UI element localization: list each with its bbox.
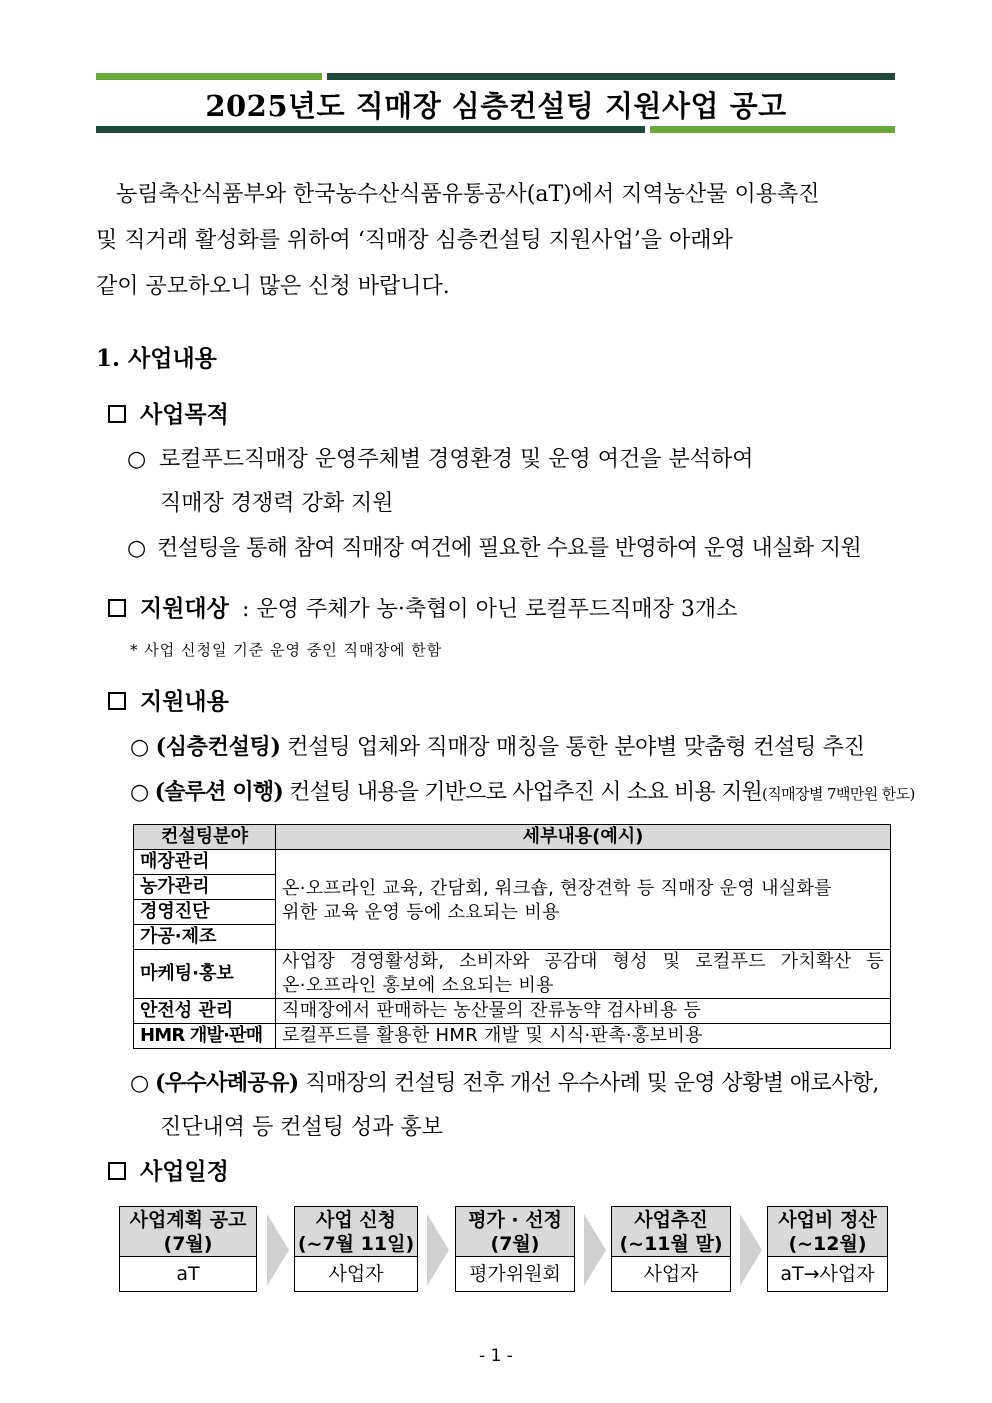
table-cell-detail-line-2: 온·오프라인 홍보에 소요되는 비용 — [282, 975, 554, 996]
schedule-step-header — [456, 1207, 574, 1257]
support-bullet-1 — [130, 730, 865, 761]
page-title: 2025년도 직매장 심층컨설팅 지원사업 공고 — [205, 89, 787, 123]
schedule-step-period: (7월) — [490, 1233, 540, 1255]
table-cell-detail-line-2: 위한 교육 운영 등에 소요되는 비용 — [282, 901, 560, 923]
schedule-step-header — [612, 1207, 730, 1257]
support-bullet-2-note: (직매장별 7백만원 한도) — [762, 785, 915, 803]
purpose-bullet-2-text: 컨설팅을 통해 참여 직매장 여건에 필요한 수요를 반영하여 운영 내실화 지원 — [157, 536, 862, 561]
purpose-bullet-2 — [127, 531, 861, 562]
schedule-step-title: 사업비 정산 — [778, 1209, 877, 1231]
schedule-step-3 — [455, 1206, 575, 1292]
table-cell-field: 경영진단 — [134, 900, 276, 925]
schedule-heading-text: 사업일정 — [140, 1158, 229, 1185]
chevron-right-icon — [584, 1214, 606, 1286]
support-bullet-2 — [130, 775, 915, 806]
table-row — [134, 950, 891, 999]
table-row — [134, 850, 891, 875]
support-bullet-1-label: (심층컨설팅) — [155, 734, 281, 760]
support-heading-text: 지원내용 — [140, 688, 229, 715]
table-row — [134, 1024, 891, 1049]
schedule-step-period: (~12월) — [788, 1233, 867, 1255]
schedule-step-owner: aT→사업자 — [780, 1263, 875, 1285]
purpose-bullet-1-line-1: 로컬푸드직매장 운영주체별 경영환경 및 운영 여건을 분석하여 — [159, 447, 754, 472]
table-cell-field: HMR 개발·판매 — [134, 1024, 276, 1049]
checkbox-square-icon — [108, 1162, 126, 1180]
schedule-step-title: 사업계획 공고 — [129, 1209, 247, 1231]
support-bullet-3-line-2: 진단내역 등 컨설팅 성과 홍보 — [160, 1115, 443, 1140]
table-cell-detail: 직매장에서 판매하는 농산물의 잔류농약 검사비용 등 — [276, 999, 891, 1024]
target-heading: 지원대상 — [140, 595, 229, 622]
table-cell-detail: 로컬푸드를 활용한 HMR 개발 및 시식·판촉·홍보비용 — [276, 1024, 891, 1049]
support-bullet-3-text-line-1: 직매장의 컨설팅 전후 개선 우수사례 및 운영 상황별 애로사항, — [304, 1071, 879, 1096]
chevron-right-icon — [267, 1214, 289, 1286]
schedule-step-title: 평가 · 선정 — [468, 1209, 562, 1231]
circle-bullet-icon: ○ — [130, 780, 149, 805]
table-header-field: 컨설팅분야 — [134, 825, 276, 850]
circle-bullet-icon: ○ — [130, 735, 149, 760]
intro-line-3: 같이 공모하오니 많은 신청 바랍니다. — [96, 274, 450, 299]
intro-line-2: 및 직거래 활성화를 위하여 ‘직매장 심층컨설팅 지원사업’을 아래와 — [96, 228, 733, 253]
schedule-step-1 — [119, 1206, 257, 1292]
intro-line-1: 농림축산식품부와 한국농수산식품유통공사(aT)에서 지역농산물 이용촉진 — [116, 182, 820, 207]
schedule-step-header — [120, 1207, 256, 1257]
schedule-heading — [108, 1153, 229, 1186]
purpose-bullet-1-line-2: 직매장 경쟁력 강화 지원 — [160, 491, 394, 516]
table-cell-detail — [276, 850, 891, 950]
circle-bullet-icon: ○ — [130, 1071, 149, 1096]
table-cell-field: 매장관리 — [134, 850, 276, 875]
support-bullet-3-label: (우수사례공유) — [155, 1070, 299, 1096]
schedule-step-period: (~7월 11일) — [297, 1233, 415, 1255]
checkbox-square-icon — [108, 692, 126, 710]
checkbox-square-icon — [108, 599, 126, 617]
purpose-bullet-1 — [127, 442, 754, 473]
support-bullet-1-text: 컨설팅 업체와 직매장 매칭을 통한 분야별 맞춤형 컨설팅 추진 — [287, 735, 865, 760]
chevron-right-icon — [740, 1214, 762, 1286]
intro-paragraph — [96, 172, 892, 310]
support-bullet-2-text: 컨설팅 내용을 기반으로 사업추진 시 소요 비용 지원 — [289, 780, 763, 805]
table-row — [134, 999, 891, 1024]
page-number: - 1 - — [479, 1346, 513, 1366]
table-cell-detail-line-1: 온·오프라인 교육, 간담회, 워크숍, 현장견학 등 직매장 운영 내실화를 — [282, 877, 832, 899]
table-cell-detail — [276, 950, 891, 999]
support-bullet-3 — [130, 1066, 879, 1097]
schedule-step-header — [768, 1207, 887, 1257]
schedule-step-title: 사업 신청 — [315, 1209, 397, 1231]
table-cell-field: 마케팅·홍보 — [134, 950, 276, 999]
table-header-row — [134, 825, 891, 850]
checkbox-square-icon — [108, 405, 126, 423]
schedule-step-period: (~11월 말) — [619, 1233, 723, 1255]
circle-bullet-icon: ○ — [127, 447, 147, 472]
section-heading: 1. 사업내용 — [96, 345, 217, 372]
title-top-bar-right — [327, 73, 895, 80]
table-cell-field: 농가관리 — [134, 875, 276, 900]
purpose-heading — [108, 396, 229, 429]
chevron-right-icon — [427, 1214, 449, 1286]
support-bullet-2-label: (솔루션 이행) — [154, 779, 283, 805]
schedule-step-2 — [294, 1206, 418, 1292]
schedule-step-owner: 사업자 — [328, 1263, 384, 1285]
table-cell-detail-line-1: 사업장 경영활성화, 소비자와 공감대 형성 및 로컬푸드 가치확산 등 — [282, 951, 884, 972]
target-line — [108, 590, 737, 623]
schedule-step-owner: 사업자 — [643, 1263, 699, 1285]
purpose-heading-text: 사업목적 — [140, 401, 229, 428]
schedule-step-header — [295, 1207, 417, 1257]
schedule-step-owner: aT — [176, 1263, 200, 1285]
table-cell-field: 가공·제조 — [134, 925, 276, 950]
schedule-step-period: (7월) — [163, 1233, 213, 1255]
consulting-table — [133, 824, 891, 1049]
circle-bullet-icon: ○ — [127, 536, 146, 561]
title-bottom-bar-right — [650, 126, 895, 133]
table-header-detail: 세부내용(예시) — [276, 825, 891, 850]
schedule-step-4 — [611, 1206, 731, 1292]
title-top-bar-left — [96, 73, 322, 80]
schedule-step-5 — [767, 1206, 888, 1292]
schedule-step-owner: 평가위원회 — [469, 1263, 561, 1285]
support-heading — [108, 683, 229, 716]
target-text: : 운영 주체가 농·축협이 아닌 로컬푸드직매장 3개소 — [241, 597, 738, 622]
table-cell-field: 안전성 관리 — [134, 999, 276, 1024]
title-bottom-bar-left — [96, 126, 645, 133]
schedule-step-title: 사업추진 — [634, 1209, 708, 1231]
target-note: * 사업 신청일 기준 운영 중인 직매장에 한함 — [130, 641, 443, 659]
